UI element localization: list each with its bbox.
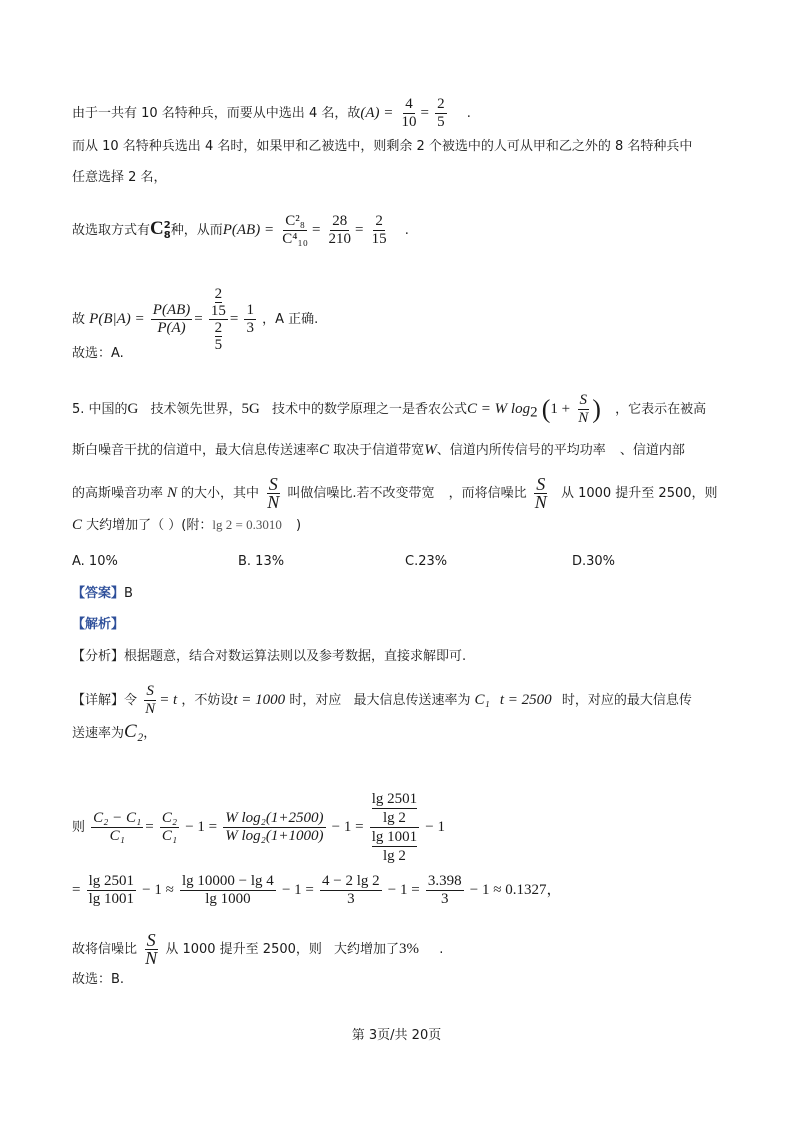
fraction: $\frac{S}{N}$ (267, 474, 280, 512)
text: 从 1000 提升至 2500，则 (560, 486, 718, 501)
numerator: 1 (246, 302, 254, 318)
compound-fraction (370, 790, 419, 865)
numerator: lg 2501 (88, 873, 135, 889)
numerator: 2 (214, 286, 223, 302)
question-5-line-2 (72, 440, 685, 461)
numerator: 2 (437, 96, 445, 112)
analysis-line (72, 647, 466, 667)
operator: − 1 = (281, 882, 314, 898)
numerator: 4 (405, 96, 413, 112)
text: 故将信噪比 (72, 942, 138, 957)
fraction: $\frac{S}{N}$ (145, 930, 158, 968)
text: 时，对应 (289, 693, 342, 708)
text: ，不妨设 (181, 693, 234, 708)
denominator: lg 1000 (205, 891, 251, 907)
equation-2 (72, 873, 561, 908)
text: 斯白噪音干扰的信道中，最大信息传送速率 (72, 443, 320, 458)
operator: − 1 = (387, 882, 420, 898)
subscript: 2 (530, 404, 538, 421)
answer-value: B (124, 586, 133, 601)
math-expr: t = 2500 (499, 692, 552, 708)
fraction (91, 810, 143, 845)
fraction (244, 302, 256, 337)
text: 令 (124, 693, 138, 708)
analysis-label: 【解析】 (72, 617, 125, 632)
option-c: C.23% (405, 554, 448, 569)
fraction (223, 810, 325, 845)
fraction (160, 810, 179, 845)
detail-line-1 (72, 683, 692, 718)
text: 最大信息传送速率为 (353, 693, 471, 708)
numerator: C₂ (161, 810, 178, 826)
math-symbol: N (167, 485, 178, 501)
fraction (400, 96, 419, 131)
operator: − 1 = (331, 819, 364, 835)
denominator: 5 (437, 114, 445, 130)
math-symbol: 5G (241, 401, 260, 417)
math-expr: P(AB) = (222, 222, 275, 238)
text: 叫做信噪比.若不改变带宽 (287, 486, 435, 501)
fraction: $\frac{S}{N}$ (145, 683, 156, 717)
denominator: P(A) (157, 320, 186, 336)
denominator: 15 (371, 231, 387, 247)
text: 故选取方式有 (72, 223, 151, 238)
text-line-6: 故选：A. (72, 346, 124, 361)
operator: − 1 (425, 819, 445, 835)
option-d: D.30% (572, 554, 616, 569)
text: ， (143, 726, 157, 741)
text-line-4: 故选取方式有C 2 8 种，从而P(AB) = $\frac{\text{C²₈}}{\text{C⁴₁₀}}$ = $\frac{28}{210}$ = $\frac{2}{15}$ . (72, 213, 409, 247)
final-line: 故选：B. (72, 972, 125, 987)
text: 大约增加了（ ）(附： (86, 518, 213, 533)
analysis-tag: 【分析】 (72, 649, 125, 664)
text: 由于一共有 10 名特种兵，而要从中选出 4 名，故 (72, 106, 361, 121)
numerator: C²₈ (285, 213, 305, 229)
text: 根据题意，结合对数运算法则以及参考数据，直接求解即可. (124, 649, 467, 664)
text-line-2: 而从 10 名特种兵选出 4 名时，如果甲和乙被选中，则剩余 2 个被选中的人可从甲和乙之外的 8 名特种兵中 (72, 139, 693, 154)
fraction (327, 213, 354, 248)
text: . (439, 942, 444, 957)
fraction (426, 873, 464, 908)
denominator: 3 (347, 891, 355, 907)
page-footer: 第 3页/共 20页 (351, 1028, 442, 1043)
operator: − 1 ≈ 0.1327， (469, 882, 562, 898)
text: 技术领先世界， (150, 402, 242, 417)
math-expr: lg 2 = 0.3010 (212, 517, 282, 532)
denominator: lg 2 (382, 810, 406, 826)
denominator: 210 (328, 231, 352, 247)
answer-line (72, 584, 133, 604)
denominator: 3 (246, 320, 254, 336)
text: 故 (72, 312, 86, 327)
numerator: lg 2501 (371, 791, 418, 807)
text: 则 (72, 820, 86, 835)
operator: − 1 ≈ (142, 882, 174, 898)
math-symbol: C₂ (124, 721, 144, 742)
text: 大约增加了 (334, 942, 400, 957)
numerator: P(AB) (152, 302, 191, 318)
detail-line-2 (72, 722, 156, 744)
numerator: 28 (332, 213, 348, 229)
math-expr: C = W log (467, 401, 531, 417)
numerator: 4 − 2 lg 2 (322, 873, 380, 889)
analysis-heading (72, 615, 124, 635)
text: 送速率为 (72, 726, 125, 741)
numerator: W log₂(1+2500) (225, 810, 324, 826)
text: 技术中的数学原理之一是香农公式 (272, 402, 468, 417)
math-expr: 3% (399, 941, 420, 957)
math-symbol: C (72, 517, 83, 533)
option-a: A. 10% (72, 554, 118, 569)
answer-label: 【答案】 (72, 586, 125, 601)
fraction (151, 302, 192, 337)
math-symbol: W (424, 442, 437, 458)
text-line-3: 任意选择 2 名， (72, 170, 167, 185)
text: ，A 正确. (262, 312, 319, 327)
text: 时，对应的最大信息传 (561, 693, 692, 708)
text: 、信道内部 (619, 443, 685, 458)
numerator: 2 (375, 213, 383, 229)
text: 、信道内所传信号的平均功率 (436, 443, 606, 458)
conclusion-line (72, 932, 443, 967)
text: 种，从而 (170, 223, 223, 238)
fraction (435, 96, 447, 131)
text: ) (295, 518, 302, 533)
text: 的高斯噪音功率 (72, 486, 164, 501)
denominator: C⁴₁₀ (282, 231, 308, 247)
fraction: $\frac{S}{N}$ (534, 474, 547, 512)
math-symbol: C (150, 218, 164, 239)
denominator: 5 (214, 337, 223, 353)
text: 从 1000 提升至 2500，则 (165, 942, 322, 957)
text: 取决于信道带宽 (333, 443, 425, 458)
numerator: 3.398 (427, 873, 462, 889)
text: 5. 中国的 (72, 402, 128, 417)
fraction (320, 873, 382, 908)
numerator: 2 (214, 320, 223, 336)
option-b: B. 13% (238, 554, 285, 569)
text: ，而将信噪比 (448, 486, 527, 501)
fraction (180, 873, 276, 908)
text-line-1: 由于一共有 10 名特种兵，而要从中选出 4 名，故(A) = $\frac{4}{10}$ = $\frac{2}{5}$ . (72, 96, 471, 130)
fraction (87, 873, 136, 908)
question-5-line-3 (72, 476, 718, 511)
denominator: 10 (401, 114, 417, 130)
detail-tag: 【详解】 (72, 693, 125, 708)
math-expr: (A) = (360, 105, 394, 121)
numerator: lg 10000 − lg 4 (182, 873, 274, 889)
question-5-line-1: 5. 中国的G 技术领先世界，5G 技术中的数学原理之一是香农公式C = W $\log_2 (1$ + $\frac{S}{N}$ ) ，它表示在被高 (72, 392, 707, 426)
math-symbol: G (127, 401, 139, 417)
math-symbol: C₁ (474, 692, 490, 708)
equation-1: 则 $\frac{\text{C₂ − C₁}}{\text{C₁}}$ = $\frac{\text{C₂}}{\text{C₁}}$ − 1 = $\frac{\text{W log₂(1+2500)}}{\text{W log₂(1+1000)}}$ − 1 = $\frac{\frac{\lg 2501}{\lg 2}}{\frac{\lg 1001}{\lg 2}}$ − 1 (72, 791, 445, 864)
numerator: lg 1001 (371, 829, 418, 845)
text-line-5: 故 P(B|A) = $\frac{P(AB)}{P(A)}$ = $\frac{\frac{2}{15}}{\frac{2}{5}}$ = $\frac{1}{3}$ ，A 正确. (72, 286, 319, 353)
denominator: C₁ (109, 828, 125, 844)
denominator: 3 (440, 891, 449, 907)
math-expr: t = 1000 (233, 692, 286, 708)
fraction (280, 213, 310, 248)
math-expr: P(B|A) = (89, 311, 145, 327)
denominator: lg 2 (382, 848, 406, 864)
fraction (370, 213, 389, 248)
subscript: 8 (163, 229, 171, 241)
denominator: 15 (210, 303, 226, 319)
operator: − 1 = (185, 819, 218, 835)
fraction: $\frac{S}{N}$ (578, 392, 589, 426)
denominator: W log₂(1+1000) (225, 828, 324, 844)
operator: = (72, 882, 81, 898)
text: ，它表示在被高 (615, 402, 707, 417)
denominator: C₁ (161, 828, 178, 844)
question-5-line-4 (72, 515, 301, 536)
denominator: lg 1001 (88, 891, 135, 907)
numerator: C₂ − C₁ (93, 810, 142, 826)
superscript: 2 (163, 219, 171, 231)
compound-fraction (209, 286, 228, 353)
text: 的大小，其中 (181, 486, 260, 501)
math-expr: = t (159, 692, 178, 708)
math-symbol: C (319, 442, 330, 458)
